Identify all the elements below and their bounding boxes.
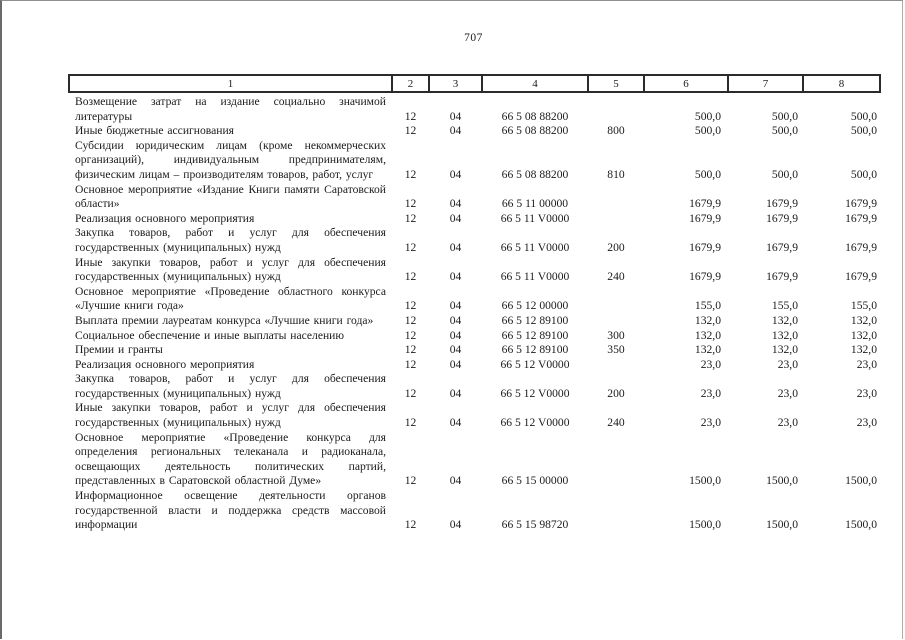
- row-label: Основное мероприятие «Издание Книги памяти Саратовской области»: [75, 182, 386, 211]
- row-value: 500,0: [694, 167, 721, 181]
- row-value: 23,0: [856, 386, 877, 400]
- row-label: Премии и гранты: [75, 343, 163, 357]
- row-value: 04: [449, 386, 462, 400]
- row-value: 66 5 11 V0000: [500, 211, 570, 225]
- row-value: 1679,9: [689, 197, 721, 211]
- row-value: 132,0: [850, 313, 877, 327]
- row-value: 66 5 15 98720: [501, 518, 569, 532]
- row-value: 66 5 08 88200: [501, 167, 569, 181]
- row-value: 12: [404, 357, 417, 371]
- row-value: 1500,0: [845, 518, 877, 532]
- row-value: [588, 212, 644, 227]
- row-label: Иные закупки товаров, работ и услуг для обеспечения государственных (муниципальных) нужд: [75, 401, 386, 430]
- table-row: [69, 358, 880, 373]
- row-label: Возмещение затрат на издание социально значимой литературы: [75, 95, 386, 123]
- row-value: 132,0: [771, 313, 798, 327]
- row-value: 132,0: [771, 328, 798, 342]
- row-label: Реализация основного мероприятия: [75, 357, 255, 371]
- row-value: 810: [607, 167, 625, 181]
- row-value: 12: [404, 270, 417, 284]
- row-value: 12: [404, 299, 417, 313]
- row-value: 1500,0: [766, 474, 798, 488]
- row-value: 12: [404, 211, 417, 225]
- row-value: [588, 431, 644, 489]
- row-value: 66 5 11 00000: [501, 197, 569, 211]
- row-value: 1679,9: [766, 197, 798, 211]
- row-value: 1679,9: [845, 240, 877, 254]
- row-label: Основное мероприятие «Проведение конкурса для определения региональных телеканала и радиоканала, освещающих деятельность политических партий, представленных в Саратовской областной Думе»: [75, 430, 386, 488]
- row-value: 66 5 12 89100: [501, 328, 569, 342]
- table-header-row: [69, 75, 880, 92]
- row-value: 300: [607, 328, 625, 342]
- row-value: 12: [404, 240, 417, 254]
- header-cell: 5: [588, 75, 644, 92]
- table-row: [69, 183, 880, 212]
- row-value: 200: [607, 386, 625, 400]
- row-value: 04: [449, 240, 462, 254]
- table-row: [69, 212, 880, 227]
- row-value: 240: [607, 270, 625, 284]
- row-value: [588, 489, 644, 533]
- row-value: 240: [607, 416, 625, 430]
- row-value: 04: [449, 299, 462, 313]
- row-value: [588, 92, 644, 124]
- row-value: 132,0: [771, 343, 798, 357]
- row-value: 23,0: [700, 357, 721, 371]
- row-value: 1679,9: [845, 211, 877, 225]
- table-row: [69, 139, 880, 183]
- row-label: Выплата премии лауреатам конкурса «Лучшие книги года»: [75, 313, 374, 327]
- row-value: [588, 314, 644, 329]
- budget-table: [68, 74, 881, 533]
- row-value: 155,0: [771, 299, 798, 313]
- table-row: [69, 329, 880, 344]
- row-value: 500,0: [694, 109, 721, 123]
- row-label: Закупка товаров, работ и услуг для обеспечения государственных (муниципальных) нужд: [75, 372, 386, 400]
- row-value: 1500,0: [845, 474, 877, 488]
- header-cell: 2: [392, 75, 429, 92]
- row-value: 04: [449, 518, 462, 532]
- table-row: [69, 124, 880, 139]
- table-body: [69, 92, 880, 533]
- row-label: Информационное освещение деятельности органов государственной власти и поддержка средств массовой информации: [75, 489, 386, 532]
- row-value: 12: [404, 343, 417, 357]
- row-value: 04: [449, 343, 462, 357]
- row-value: 04: [449, 270, 462, 284]
- row-value: 200: [607, 240, 625, 254]
- row-value: [588, 183, 644, 212]
- row-value: 1679,9: [689, 270, 721, 284]
- row-label: Иные бюджетные ассигнования: [75, 124, 234, 138]
- row-value: 66 5 12 V0000: [500, 386, 570, 400]
- row-label: Основное мероприятие «Проведение областного конкурса «Лучшие книги года»: [75, 284, 386, 313]
- row-label: Реализация основного мероприятия: [75, 211, 255, 225]
- table-row: [69, 431, 880, 489]
- row-value: 1679,9: [766, 270, 798, 284]
- header-cell: 3: [429, 75, 482, 92]
- header-cell: 8: [803, 75, 880, 92]
- row-value: 12: [404, 124, 417, 138]
- row-value: 66 5 12 00000: [501, 299, 569, 313]
- row-value: 12: [404, 167, 417, 181]
- row-value: 23,0: [700, 416, 721, 430]
- row-value: 12: [404, 474, 417, 488]
- row-value: 12: [404, 197, 417, 211]
- table-row: [69, 401, 880, 430]
- table-row: [69, 343, 880, 358]
- row-value: 500,0: [694, 124, 721, 138]
- row-value: 1500,0: [689, 474, 721, 488]
- row-value: 1679,9: [766, 240, 798, 254]
- table-row: [69, 226, 880, 255]
- row-value: 04: [449, 197, 462, 211]
- row-value: 500,0: [850, 109, 877, 123]
- row-value: 12: [404, 518, 417, 532]
- row-value: 500,0: [850, 124, 877, 138]
- table-row: [69, 372, 880, 401]
- row-value: 155,0: [694, 299, 721, 313]
- row-label: Субсидии юридическим лицам (кроме некоммерческих организаций), индивидуальным предпринимателям, физическим лицам – производителям товаров, работ, услуг: [75, 138, 386, 181]
- row-value: 12: [404, 109, 417, 123]
- row-value: 132,0: [694, 343, 721, 357]
- row-value: 1500,0: [689, 518, 721, 532]
- row-value: 1679,9: [766, 211, 798, 225]
- table-row: [69, 256, 880, 285]
- row-label: Социальное обеспечение и иные выплаты населению: [75, 328, 345, 342]
- header-cell: 6: [644, 75, 728, 92]
- row-value: 500,0: [771, 109, 798, 123]
- row-value: 1500,0: [766, 518, 798, 532]
- row-value: 66 5 12 89100: [501, 313, 569, 327]
- row-value: 66 5 12 V0000: [500, 357, 570, 371]
- row-value: 23,0: [777, 416, 798, 430]
- row-value: 23,0: [777, 357, 798, 371]
- row-value: 04: [449, 167, 462, 181]
- table-row: [69, 92, 880, 124]
- row-value: 800: [607, 124, 625, 138]
- row-value: 12: [404, 313, 417, 327]
- row-value: 66 5 12 89100: [501, 343, 569, 357]
- row-value: 500,0: [771, 167, 798, 181]
- table-row: [69, 285, 880, 314]
- row-value: 66 5 08 88200: [501, 124, 569, 138]
- row-value: 66 5 11 V0000: [500, 270, 570, 284]
- row-value: 350: [607, 343, 625, 357]
- row-value: 500,0: [771, 124, 798, 138]
- row-value: 04: [449, 357, 462, 371]
- row-value: 23,0: [856, 416, 877, 430]
- row-label: Закупка товаров, работ и услуг для обеспечения государственных (муниципальных) нужд: [75, 226, 386, 254]
- page-number: 707: [464, 32, 483, 44]
- row-value: 04: [449, 313, 462, 327]
- row-value: 132,0: [694, 313, 721, 327]
- row-value: 155,0: [850, 299, 877, 313]
- row-value: 132,0: [850, 343, 877, 357]
- row-value: 12: [404, 386, 417, 400]
- row-value: 23,0: [777, 386, 798, 400]
- row-value: 23,0: [856, 357, 877, 371]
- row-value: 66 5 15 00000: [501, 474, 569, 488]
- row-label: Иные закупки товаров, работ и услуг для обеспечения государственных (муниципальных) нужд: [75, 255, 386, 284]
- row-value: 23,0: [700, 386, 721, 400]
- row-value: 1679,9: [689, 240, 721, 254]
- row-value: 04: [449, 474, 462, 488]
- row-value: 1679,9: [689, 211, 721, 225]
- row-value: 04: [449, 211, 462, 225]
- row-value: 66 5 12 V0000: [500, 416, 570, 430]
- row-value: 66 5 11 V0000: [500, 240, 570, 254]
- row-value: 1679,9: [845, 197, 877, 211]
- row-value: 04: [449, 124, 462, 138]
- row-value: 1679,9: [845, 270, 877, 284]
- header-cell: 7: [728, 75, 803, 92]
- table-row: [69, 489, 880, 533]
- header-cell: 4: [482, 75, 588, 92]
- row-value: 04: [449, 109, 462, 123]
- row-value: 132,0: [694, 328, 721, 342]
- table-row: [69, 314, 880, 329]
- row-value: 04: [449, 328, 462, 342]
- row-value: [588, 358, 644, 373]
- row-value: 500,0: [850, 167, 877, 181]
- row-value: 12: [404, 328, 417, 342]
- header-cell: 1: [69, 75, 392, 92]
- row-value: [588, 285, 644, 314]
- row-value: 66 5 08 88200: [501, 109, 569, 123]
- row-value: 12: [404, 416, 417, 430]
- row-value: 04: [449, 416, 462, 430]
- row-value: 132,0: [850, 328, 877, 342]
